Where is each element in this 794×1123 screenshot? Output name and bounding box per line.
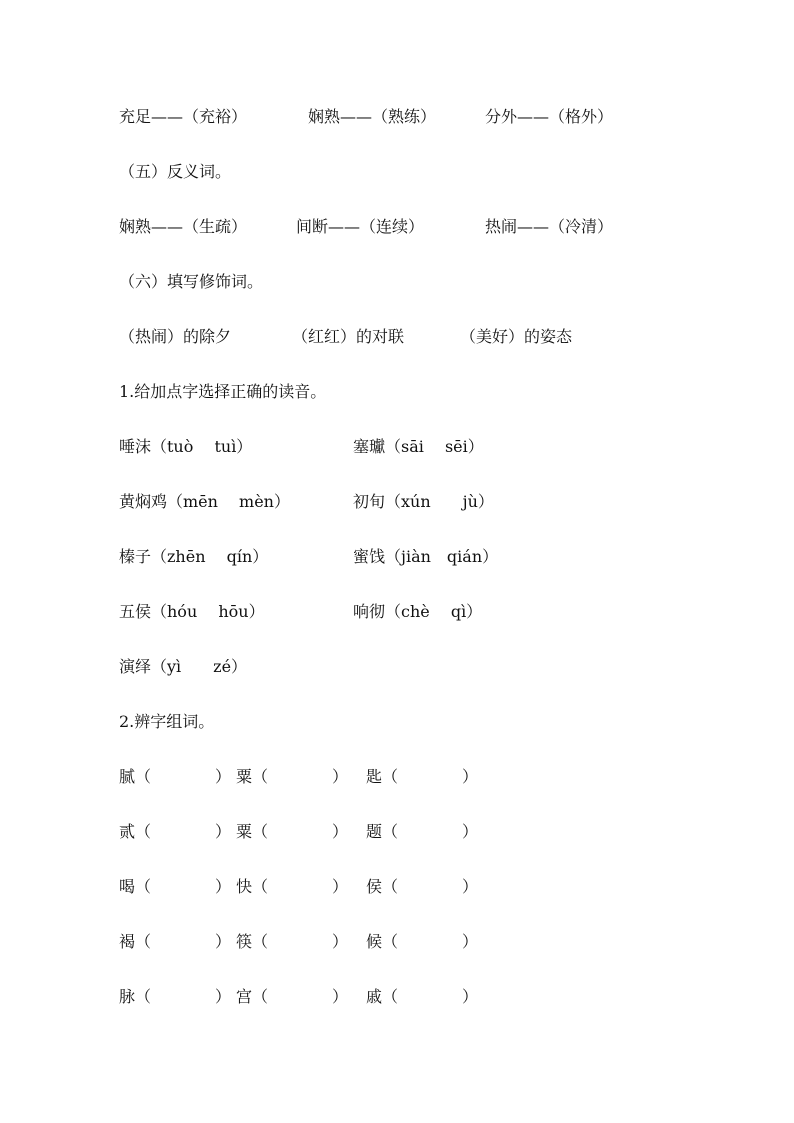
- antonym-item: 间断——（连续）: [296, 217, 425, 236]
- word-blank[interactable]: 贰（ ）: [119, 822, 232, 841]
- pinyin-item: 初旬（xún jù）: [353, 492, 494, 511]
- synonym-item: 分外——（格外）: [485, 107, 614, 126]
- synonym-item: 充足——（充裕）: [119, 107, 248, 126]
- word-blank[interactable]: 筷（ ）: [236, 932, 349, 951]
- word-blank[interactable]: 侯（ ）: [366, 877, 479, 896]
- modifier-item: （红红）的对联: [292, 327, 405, 346]
- pinyin-item: 五侯（hóu hōu）: [119, 602, 265, 621]
- pinyin-item: 榛子（zhēn qín）: [119, 547, 269, 566]
- pinyin-item: 唾沫（tuò tuì）: [119, 437, 253, 456]
- pinyin-item: 演绎（yì zé）: [119, 657, 248, 676]
- word-blank[interactable]: 粟（ ）: [236, 822, 349, 841]
- pinyin-item: 蜜饯（jiàn qián）: [353, 547, 499, 566]
- word-blank[interactable]: 喝（ ）: [119, 877, 232, 896]
- word-blank[interactable]: 匙（ ）: [366, 767, 479, 786]
- modifier-item: （美好）的姿态: [460, 327, 573, 346]
- modifier-item: （热闹）的除夕: [119, 327, 232, 346]
- pinyin-item: 黄焖鸡（mēn mèn）: [119, 492, 290, 511]
- synonym-item: 娴熟——（熟练）: [308, 107, 437, 126]
- word-blank[interactable]: 戚（ ）: [366, 987, 479, 1006]
- section-5-title: （五）反义词。: [119, 162, 232, 181]
- word-blank[interactable]: 候（ ）: [366, 932, 479, 951]
- word-blank[interactable]: 褐（ ）: [119, 932, 232, 951]
- section-6-title: （六）填写修饰词。: [119, 272, 264, 291]
- question-1-title: 1.给加点字选择正确的读音。: [119, 382, 327, 401]
- word-blank[interactable]: 宫（ ）: [236, 987, 349, 1006]
- pinyin-item: 响彻（chè qì）: [353, 602, 483, 621]
- antonym-item: 热闹——（冷清）: [485, 217, 614, 236]
- word-blank[interactable]: 腻（ ）: [119, 767, 232, 786]
- word-blank[interactable]: 脉（ ）: [119, 987, 232, 1006]
- antonym-item: 娴熟——（生疏）: [119, 217, 248, 236]
- question-2-title: 2.辨字组词。: [119, 712, 215, 731]
- word-blank[interactable]: 快（ ）: [236, 877, 349, 896]
- word-blank[interactable]: 粟（ ）: [236, 767, 349, 786]
- pinyin-item: 塞瓛（sāi sēi）: [353, 437, 484, 456]
- word-blank[interactable]: 题（ ）: [366, 822, 479, 841]
